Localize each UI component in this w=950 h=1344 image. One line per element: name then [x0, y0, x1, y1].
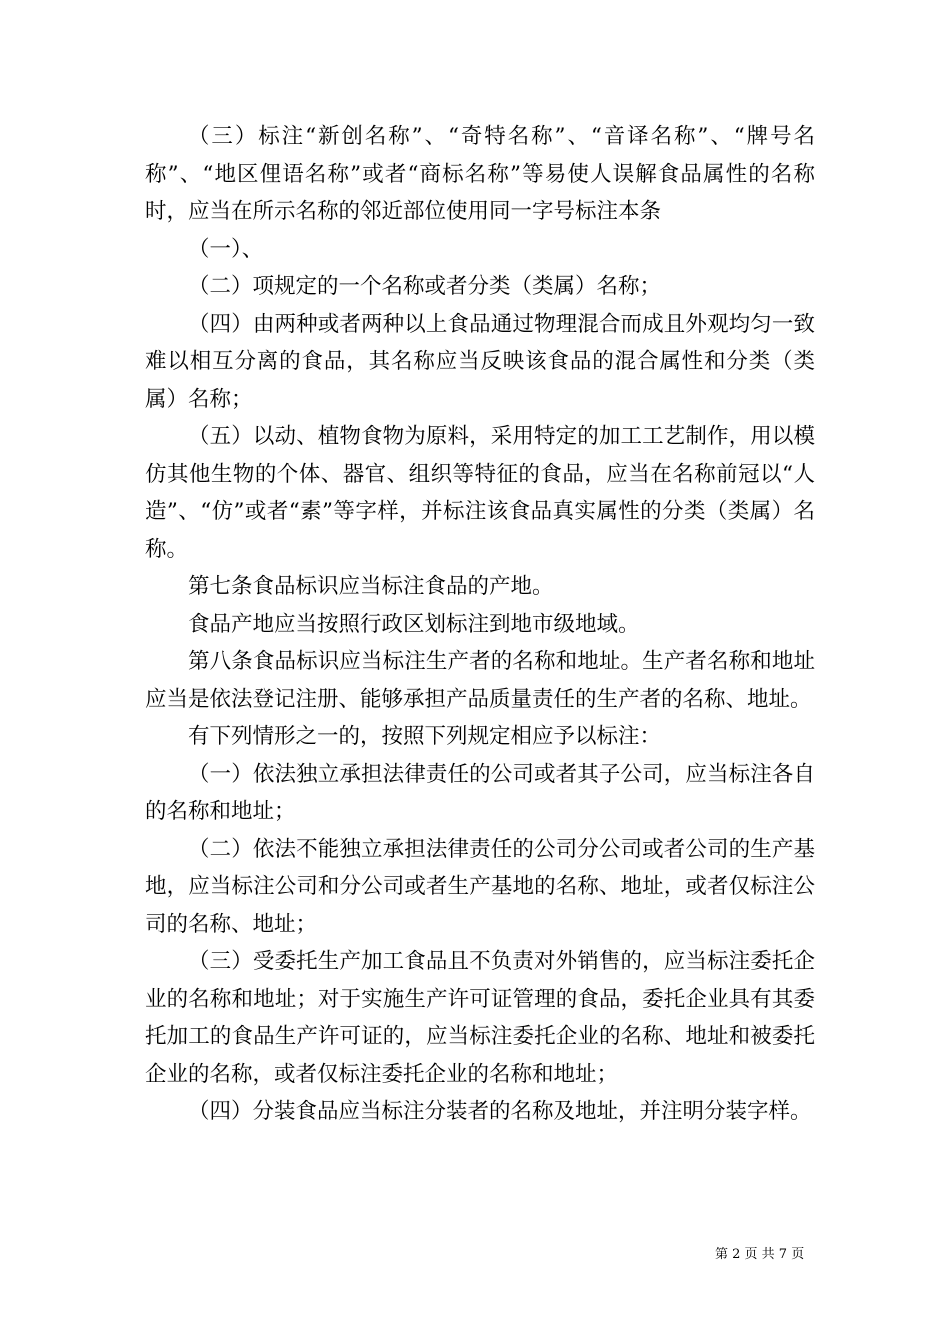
paragraph-6: 第七条食品标识应当标注食品的产地。 [188, 574, 554, 599]
paragraph-2: （一）、 [188, 236, 264, 262]
document-body [145, 118, 815, 1131]
paragraph-5: （五）以动、植物食物为原料，采用特定的加工工艺制作，用以模仿其他生物的个体、器官、组织等特征的食品，应当在名称前冠以“人造”、“仿”或者“素”等字样，并标注该食品真实属性的分类（类属）名称。 [145, 424, 815, 562]
paragraph-4: （四）由两种或者两种以上食品通过物理混合而成且外观均匀一致难以相互分离的食品，其名称应当反映该食品的混合属性和分类（类属）名称； [145, 311, 815, 412]
paragraph-12: （三）受委托生产加工食品且不负责对外销售的，应当标注委托企业的名称和地址；对于实施生产许可证管理的食品，委托企业具有其委托加工的食品生产许可证的，应当标注委托企业的名称、地址和被委托企业的名称，或者仅标注委托企业的名称和地址； [145, 949, 815, 1087]
paragraph-1: （三）标注“新创名称”、“奇特名称”、“音译名称”、“牌号名称”、“地区俚语名称”或者“商标名称”等易使人误解食品属性的名称时，应当在所示名称的邻近部位使用同一字号标注本条 [145, 124, 815, 224]
page-number: 第 2 页 共 7 页 [715, 1247, 805, 1262]
paragraph-11: （二）依法不能独立承担法律责任的公司分公司或者公司的生产基地，应当标注公司和分公司或者生产基地的名称、地址，或者仅标注公司的名称、地址； [145, 836, 815, 937]
paragraph-10: （一）依法独立承担法律责任的公司或者其子公司，应当标注各自的名称和地址； [145, 761, 815, 824]
paragraph-9: 有下列情形之一的，按照下列规定相应予以标注： [188, 724, 662, 749]
paragraph-8: 第八条食品标识应当标注生产者的名称和地址。生产者名称和地址应当是依法登记注册、能够承担产品质量责任的生产者的名称、地址。 [145, 649, 815, 712]
paragraph-7: 食品产地应当按照行政区划标注到地市级地域。 [188, 611, 640, 637]
paragraph-3: （二）项规定的一个名称或者分类（类属）名称； [188, 274, 662, 299]
paragraph-13: （四）分装食品应当标注分装者的名称及地址，并注明分装字样。 [188, 1099, 812, 1124]
